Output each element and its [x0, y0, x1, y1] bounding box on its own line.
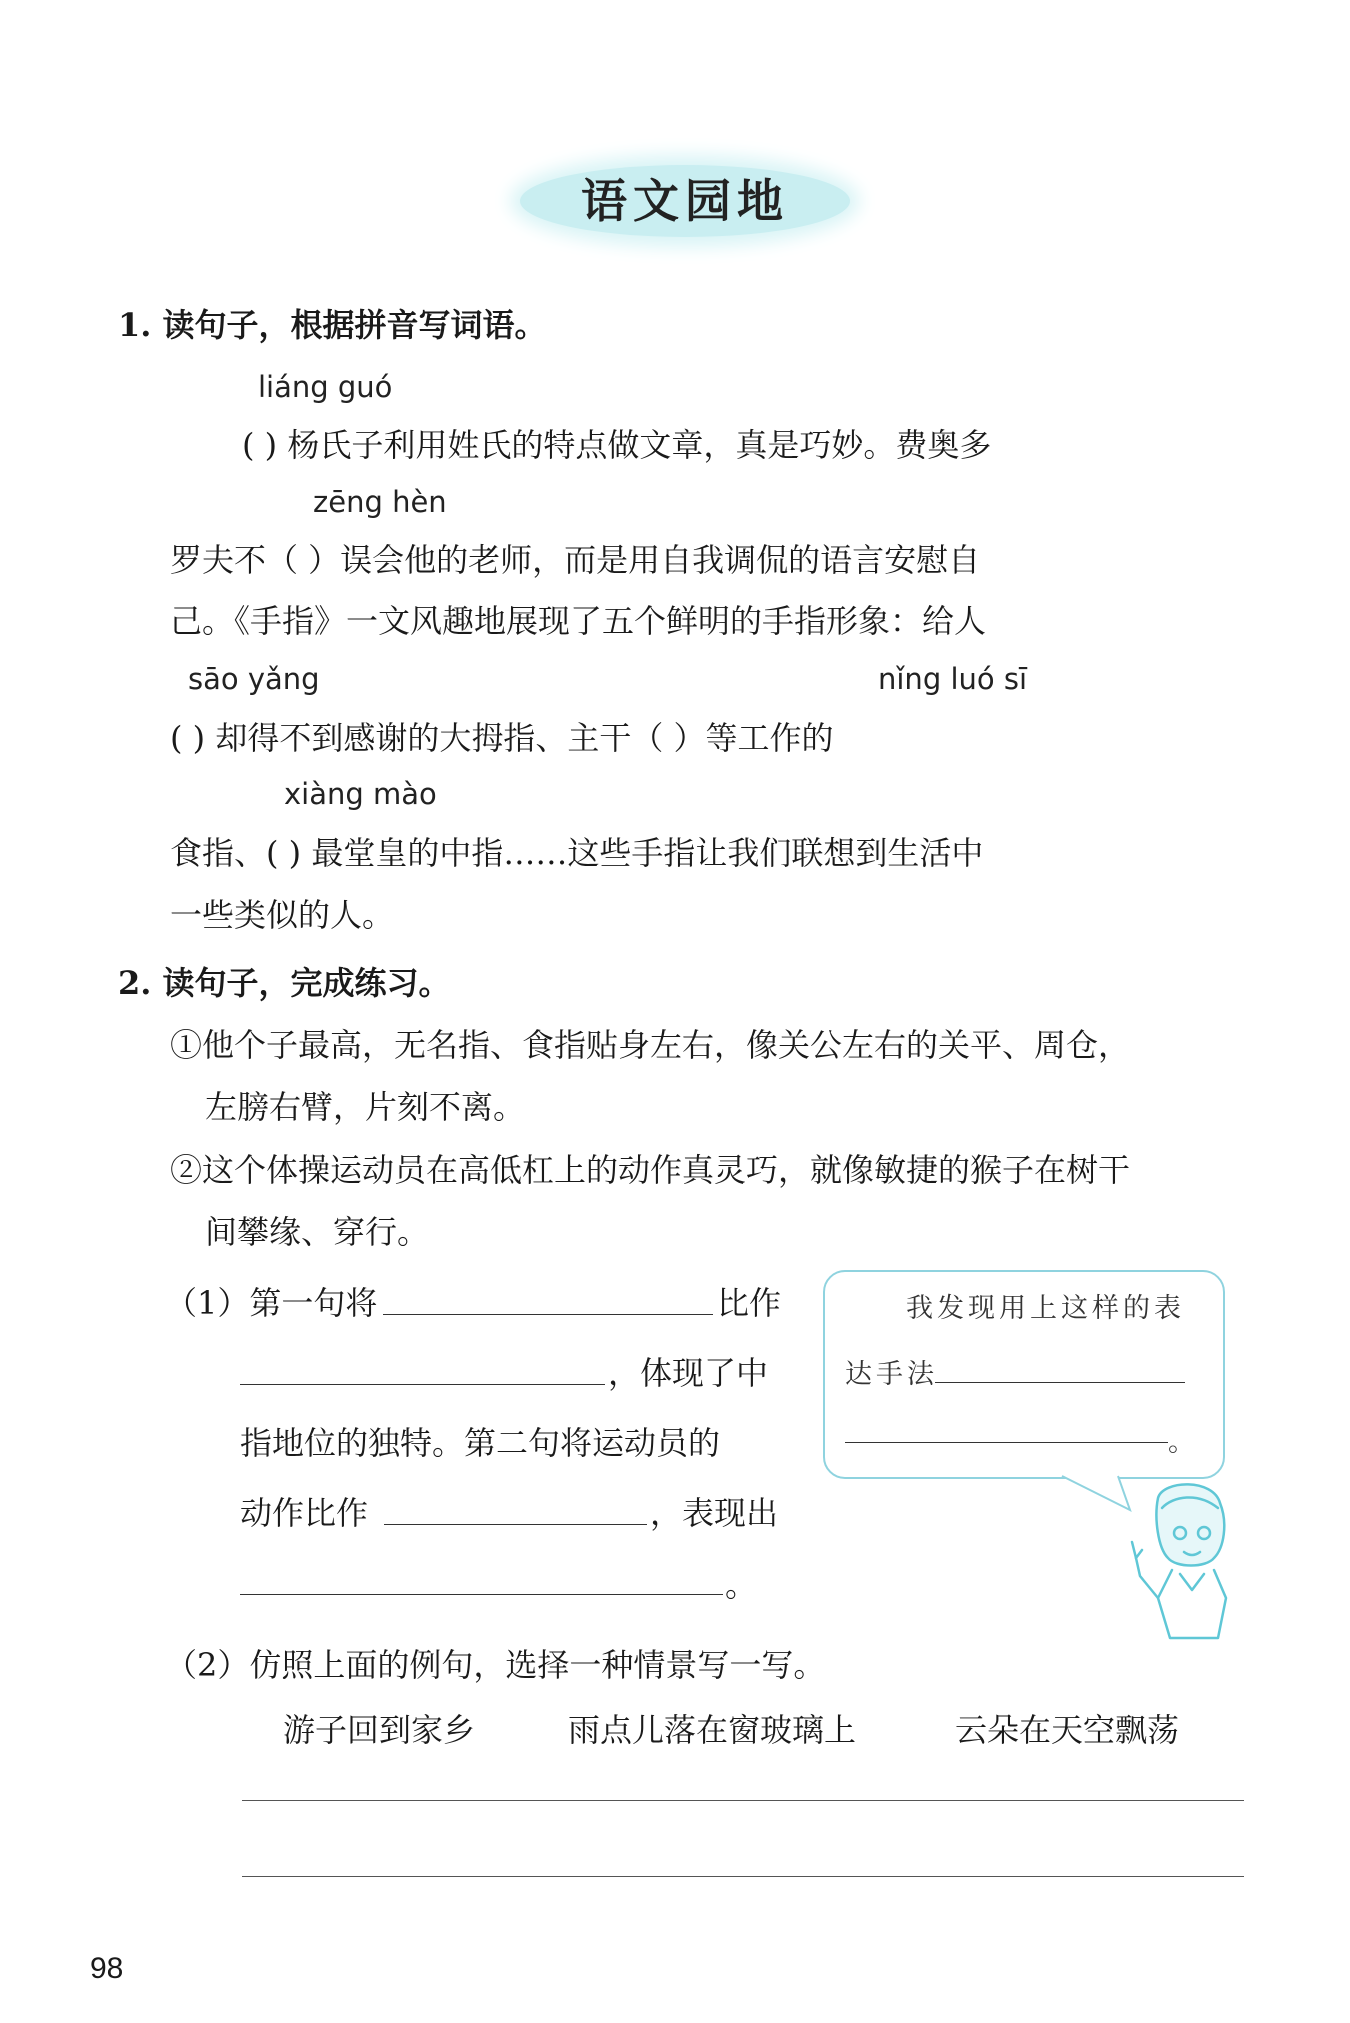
p1-text-c: ，体现了中 — [608, 1354, 769, 1392]
p1-text-b: 比作 — [717, 1284, 782, 1322]
sentence-1-line-2: 左膀右臂，片刻不离。 — [205, 1088, 526, 1126]
p1-text-g: 。 — [725, 1566, 758, 1604]
scenario-option-1[interactable]: 游子回到家乡 — [283, 1711, 476, 1749]
q1-heading: 1. 读句子，根据拼音写词语。 — [118, 306, 547, 344]
q1-line-5: 食指、( ) 最堂皇的中指……这些手指让我们联想到生活中 — [170, 834, 984, 872]
q2-heading: 2. 读句子，完成练习。 — [118, 964, 451, 1002]
answer-blank-4[interactable] — [240, 1594, 723, 1595]
bubble-end: 。 — [1168, 1427, 1199, 1458]
page-title: 语文园地 — [581, 174, 789, 228]
p1-text-f: ，表现出 — [650, 1494, 779, 1532]
bubble-line-1: 我发现用上这样的表 — [906, 1293, 1185, 1324]
page-number: 98 — [90, 1952, 124, 1985]
answer-blank-1[interactable] — [383, 1314, 713, 1315]
writing-line-2[interactable] — [242, 1876, 1244, 1877]
girl-illustration-icon — [1118, 1478, 1243, 1643]
q1-line-1: ( ) 杨氏子利用姓氏的特点做文章，真是巧妙。费奥多 — [242, 426, 992, 464]
pinyin-saoyang: sāo yǎng — [188, 662, 320, 696]
bubble-blank-2[interactable] — [845, 1442, 1168, 1443]
answer-blank-3[interactable] — [384, 1524, 647, 1525]
sentence-2-line-2: 间攀缘、穿行。 — [205, 1213, 430, 1251]
scenario-option-2[interactable]: 雨点儿落在窗玻璃上 — [568, 1711, 857, 1749]
q1-line-4: ( ) 却得不到感谢的大拇指、主干（ ）等工作的 — [170, 719, 834, 757]
bubble-blank-1[interactable] — [935, 1382, 1185, 1383]
scenario-option-3[interactable]: 云朵在天空飘荡 — [955, 1711, 1180, 1749]
p1-text-d: 指地位的独特。第二句将运动员的 — [240, 1424, 721, 1462]
q1-line-6: 一些类似的人。 — [170, 896, 395, 934]
pinyin-xiangmao: xiàng mào — [284, 777, 437, 811]
p2-instruction: （2）仿照上面的例句，选择一种情景写一写。 — [165, 1646, 826, 1684]
sentence-2-line-1: ②这个体操运动员在高低杠上的动作真灵巧，就像敏捷的猴子在树干 — [170, 1151, 1131, 1189]
answer-blank-2[interactable] — [240, 1384, 605, 1385]
pinyin-liangguo: liáng guó — [258, 370, 393, 404]
writing-line-1[interactable] — [242, 1800, 1244, 1801]
q1-line-2: 罗夫不（ ）误会他的老师，而是用自我调侃的语言安慰自 — [170, 541, 981, 579]
sentence-1-line-1: ①他个子最高，无名指、食指贴身左右，像关公左右的关平、周仓， — [170, 1026, 1131, 1064]
p1-text-e: 动作比作 — [240, 1494, 369, 1532]
bubble-line-2: 达手法 — [845, 1359, 938, 1390]
pinyin-ningluosi: nǐng luó sī — [878, 662, 1028, 696]
q1-line-3: 己。《手指》一文风趣地展现了五个鲜明的手指形象：给人 — [170, 602, 987, 640]
pinyin-zenghen: zēng hèn — [313, 485, 447, 519]
p1-text-a: （1）第一句将 — [165, 1284, 378, 1322]
